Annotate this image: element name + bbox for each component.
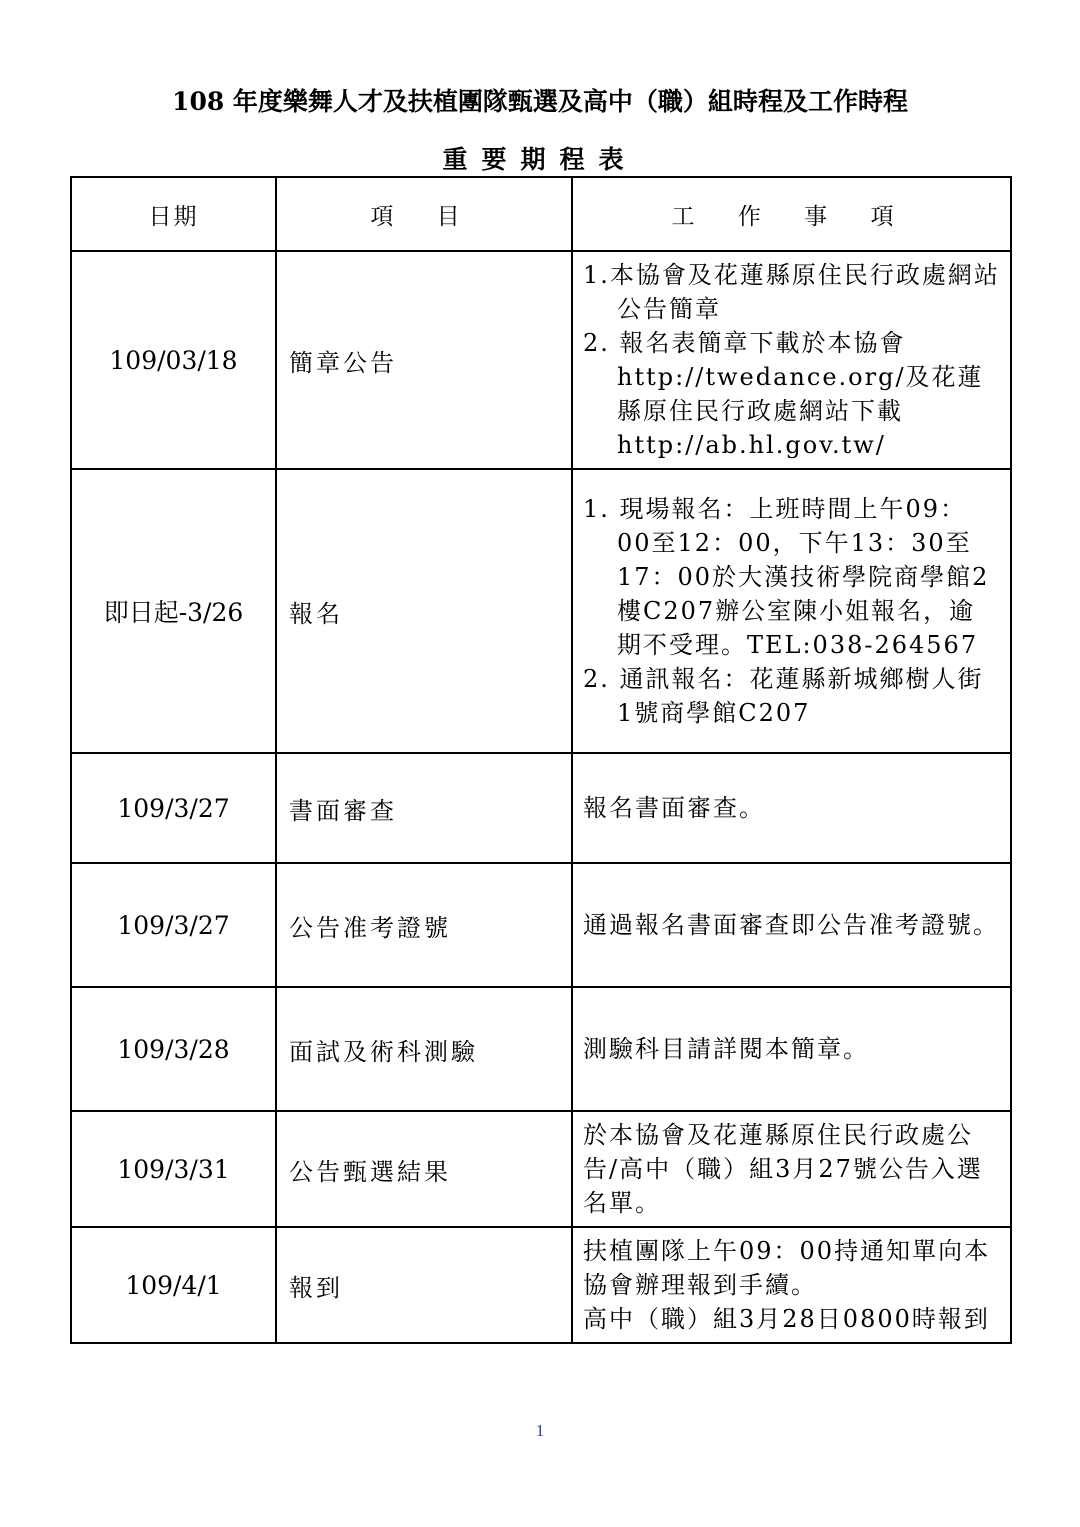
- row-task: [572, 863, 1011, 987]
- document-subtitle: 重要期程表: [442, 145, 638, 174]
- task-line: 2. 報名表簡章下載於本協會http://twedance.org/及花蓮縣原住民行政處網站下載http://ab.hl.gov.tw/: [583, 329, 984, 459]
- task-line: 1.本協會及花蓮縣原住民行政處網站公告簡章: [583, 261, 1000, 323]
- row-date: 109/03/18: [71, 251, 276, 469]
- header-date: 日期: [71, 177, 276, 251]
- row-item: 簡章公告: [276, 251, 572, 469]
- task-line: 扶植團隊上午09：00持通知單向本協會辦理報到手續。: [583, 1237, 991, 1299]
- row-task: [572, 469, 1011, 753]
- row-task: [572, 1227, 1011, 1343]
- page-number: 1: [535, 1421, 545, 1440]
- task-line: 通過報名書面審查即公告准考證號。: [583, 911, 999, 939]
- row-item: 書面審查: [276, 753, 572, 863]
- row-item: 面試及術科測驗: [276, 987, 572, 1111]
- row-task: [572, 987, 1011, 1111]
- table-row: [71, 863, 1011, 987]
- header-item: 項 目: [276, 177, 572, 251]
- table-row: [71, 251, 1011, 469]
- table-row: [71, 987, 1011, 1111]
- task-line: 測驗科目請詳閱本簡章。: [583, 1035, 869, 1063]
- row-date: 即日起-3/26: [71, 469, 276, 753]
- task-line: 於本協會及花蓮縣原住民行政處公告/高中（職）組3月27號公告入選名單。: [583, 1121, 983, 1217]
- row-task: [572, 251, 1011, 469]
- row-item: 報到: [276, 1227, 572, 1343]
- row-date: 109/3/27: [71, 753, 276, 863]
- task-line: 2. 通訊報名：花蓮縣新城鄉樹人街1號商學館C207: [583, 665, 984, 727]
- task-line: 報名書面審查。: [583, 794, 765, 822]
- table-header-row: [71, 177, 1011, 251]
- row-task: [572, 1111, 1011, 1227]
- table-row: [71, 753, 1011, 863]
- task-list: [583, 492, 1000, 730]
- task-list: [583, 258, 1000, 462]
- table-row: [71, 1227, 1011, 1343]
- task-line: 高中（職）組3月28日0800時報到: [583, 1305, 990, 1333]
- row-date: 109/3/28: [71, 987, 276, 1111]
- row-item: 報名: [276, 469, 572, 753]
- table-row: [71, 469, 1011, 753]
- table-row: [71, 1111, 1011, 1227]
- document-title: 108 年度樂舞人才及扶植團隊甄選及高中（職）組時程及工作時程: [172, 87, 908, 116]
- row-date: 109/3/31: [71, 1111, 276, 1227]
- row-date: 109/3/27: [71, 863, 276, 987]
- row-item: 公告准考證號: [276, 863, 572, 987]
- row-date: 109/4/1: [71, 1227, 276, 1343]
- task-line: 1. 現場報名：上班時間上午09：00至12：00，下午13：30至17：00於大漢技術學院商學館2樓C207辦公室陳小姐報名，逾期不受理。TEL:038-264567: [583, 495, 990, 659]
- schedule-table: [70, 176, 1012, 1344]
- header-task: 工 作 事 項: [572, 177, 1011, 251]
- row-task: [572, 753, 1011, 863]
- row-item: 公告甄選結果: [276, 1111, 572, 1227]
